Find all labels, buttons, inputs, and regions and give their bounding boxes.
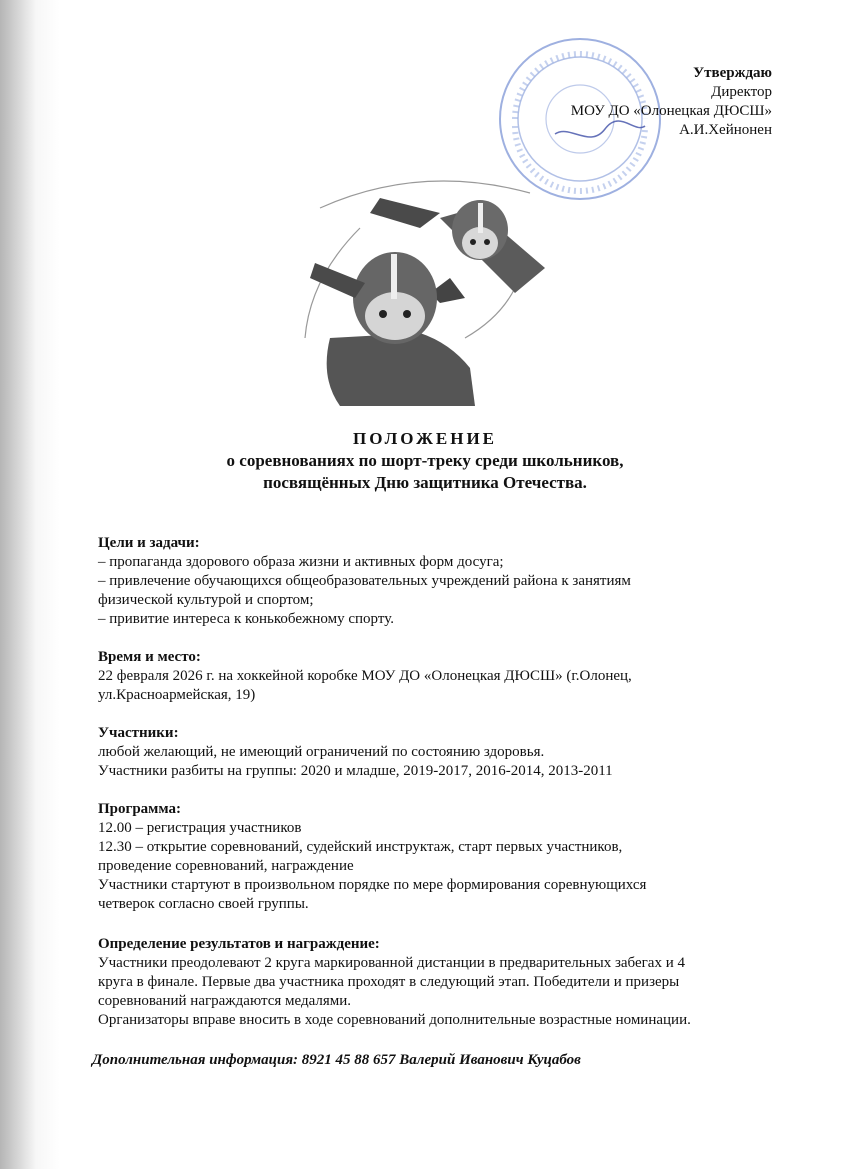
section-line: – привлечение обучающихся общеобразовательных учреждений района к занятиям: [98, 573, 631, 589]
section-time-place: [98, 648, 778, 705]
approval-org: МОУ ДО «Олонецкая ДЮСШ»: [570, 103, 772, 119]
skaters-illustration: [300, 168, 580, 408]
section-line: Участники разбиты на группы: 2020 и младше, 2019-2017, 2016-2014, 2013-2011: [98, 763, 613, 779]
section-line: круга в финале. Первые два участника проходят в следующий этап. Победители и призеры: [98, 974, 680, 990]
section-line: физической культурой и спортом;: [98, 592, 314, 608]
section-line: Организаторы вправе вносить в ходе соревнований дополнительные возрастные номинации.: [98, 1012, 691, 1028]
document-subtitle-2: посвящённых Дню защитника Отечества.: [263, 473, 587, 492]
section-line: четверок согласно своей группы.: [98, 896, 309, 912]
section-heading: Участники:: [98, 725, 179, 741]
section-heading: Определение результатов и награждение:: [98, 936, 380, 952]
approval-position: Директор: [711, 84, 772, 100]
section-line: 12.30 – открытие соревнований, судейский инструктаж, старт первых участников,: [98, 839, 623, 855]
section-line: – пропаганда здорового образа жизни и активных форм досуга;: [98, 554, 504, 570]
section-line: – привитие интереса к конькобежному спорту.: [98, 611, 394, 627]
section-participants: [98, 724, 778, 781]
section-line: ул.Красноармейская, 19): [98, 687, 256, 703]
section-line: 22 февраля 2026 г. на хоккейной коробке МОУ ДО «Олонецкая ДЮСШ» (г.Олонец,: [98, 668, 632, 684]
document-title: ПОЛОЖЕНИЕ: [353, 429, 497, 448]
document-subtitle-1: о соревнованиях по шорт-треку среди школьников,: [226, 451, 624, 470]
section-line: 12.00 – регистрация участников: [98, 820, 302, 836]
section-heading: Цели и задачи:: [98, 535, 200, 551]
document-title-block: [100, 428, 750, 494]
approval-name: А.И.Хейнонен: [679, 122, 772, 138]
section-line: проведение соревнований, награждение: [98, 858, 354, 874]
approval-block: [571, 64, 772, 140]
section-results: [98, 935, 778, 1030]
section-line: Участники стартуют в произвольном порядке по мере формирования соревнующихся: [98, 877, 647, 893]
section-heading: Программа:: [98, 801, 181, 817]
approval-title: Утверждаю: [693, 65, 772, 81]
section-line: соревнований награждаются медалями.: [98, 993, 352, 1009]
section-line: Участники преодолевают 2 круга маркированной дистанции в предварительных забегах и 4: [98, 955, 685, 971]
section-program: [98, 800, 778, 914]
section-goals: [98, 534, 778, 629]
additional-info: Дополнительная информация: 8921 45 88 657 Валерий Иванович Куцабов: [92, 1052, 581, 1068]
scan-shadow: [0, 0, 60, 1169]
section-heading: Время и место:: [98, 649, 201, 665]
section-line: любой желающий, не имеющий ограничений по состоянию здоровья.: [98, 744, 545, 760]
